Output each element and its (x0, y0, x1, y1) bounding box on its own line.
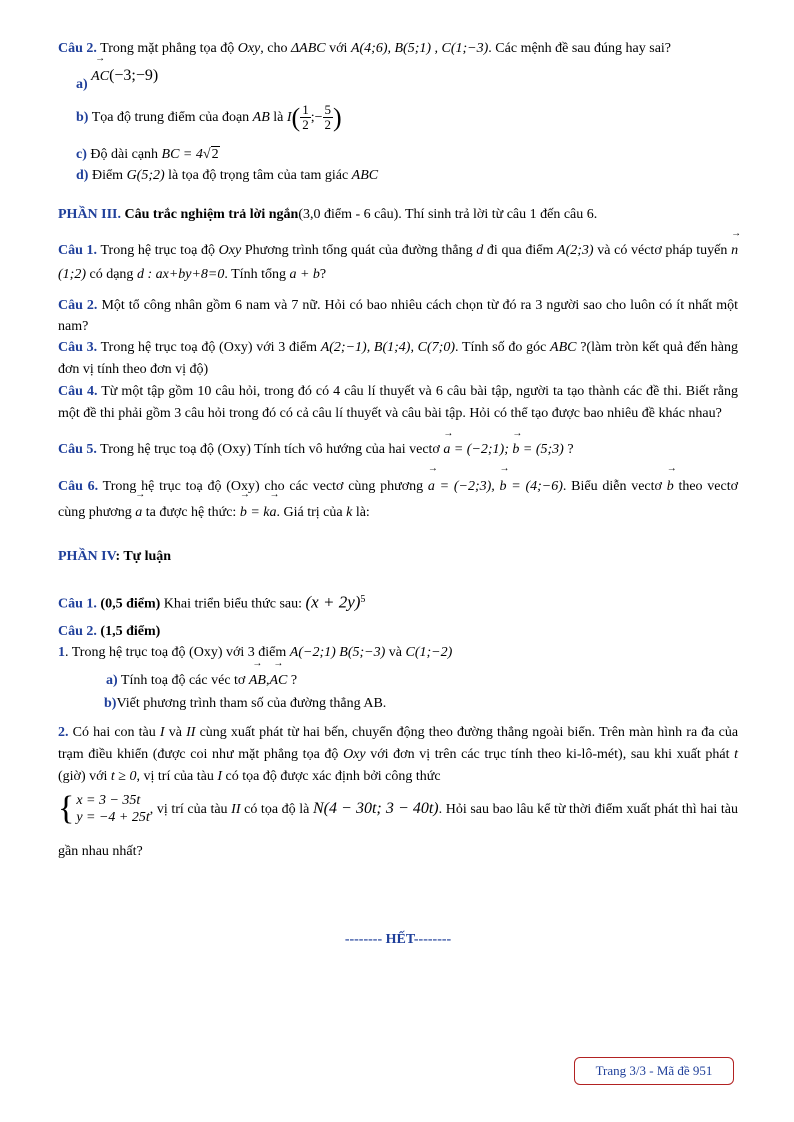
part3-q2: Câu 2. Một tổ công nhân gồm 6 nam và 7 nữ. Hỏi có bao nhiêu cách chọn từ đó ra 3 người sao cho luôn có ít nhất một nam? (58, 298, 738, 334)
part3-q3: Câu 3. Trong hệ trục toạ độ (Oxy) với 3 điểm A(2;−1), B(1;4), C(7;0). Tính số đo góc ABC ?(làm tròn kết quả đến hàng đơn vị tính theo đơn vị độ) (58, 340, 739, 377)
part3-q6: Câu 6. Trong hệ trục toạ độ (Oxy) cho các vectơ cùng phương → a = (−2;3), → b = (4;−6). Biểu diễn vectơ → b theo vectơ cùng phương → a ta được hệ thức: → b = k→ a. Giá trị của k là: (58, 474, 738, 526)
q2-stem: Câu 2. Trong mặt phẳng tọa độ Oxy, cho ΔABC với A(4;6), B(5;1) , C(1;−3). Các mệnh đề sau đúng hay sai? (58, 41, 672, 56)
part4-q2-a: a) Tính toạ độ các véc tơ → AB,→ AC ? (58, 669, 738, 693)
part3-q1: Câu 1. Trong hệ trục toạ độ Oxy Phương trình tổng quát của đường thẳng d đi qua điểm A(2;3) và có véctơ pháp tuyến → n(1;2) có dạng d : ax+by+8=0. Tính tổng a + b? (58, 239, 738, 287)
q2-option-c: c) Độ dài cạnh BC = 4√2 (76, 147, 219, 162)
fraction-five-halves: $\frac{5}{2}$ (324, 102, 332, 133)
q2-option-b: b) Tọa độ trung điểm của đoạn AB là I( $\frac{1}{2}$ ;− $\frac{5}{2}$ ) (76, 102, 342, 133)
part4-q2-sub1: 1. Trong hệ trục toạ độ (Oxy) với 3 điểm A(−2;1) B(5;−3) và C(1;−2) (58, 644, 453, 660)
part4-q2-heading: Câu 2. (1,5 điểm) (58, 623, 161, 639)
part4-heading: PHẦN IV: Tự luận (58, 549, 172, 564)
part3-q4: Câu 4. Từ một tập gồm 10 câu hỏi, trong đó có 4 câu lí thuyết và 6 câu bài tập, người ta tạo thành các đề thi. Biết rằng một đề thi phải gồm 3 câu hỏi trong đó có cả câu lí thuyết và câu bài tập. Hỏi có thể tạo được bao nhiêu đề khác nhau? (58, 384, 739, 421)
part4-q2-b: b)Viết phương trình tham số của đường thẳng AB. (104, 695, 387, 711)
q2-option-d: d) Điểm G(5;2) là tọa độ trọng tâm của tam giác ABC (76, 168, 379, 183)
equation-system: { x = 3 − 35t y = −4 + 25t (58, 790, 150, 828)
page-footer: Trang 3/3 - Mã đề 951 (574, 1057, 734, 1085)
end-mark: -------- HẾT-------- (344, 931, 452, 947)
exam-page (58, 38, 738, 950)
part3-q5: Câu 5. Trong hệ trục toạ độ (Oxy) Tính tích vô hướng của hai vectơ → a = (−2;1); → b = (5;3) ? (58, 439, 738, 460)
part3-heading: PHẦN III. Câu trắc nghiệm trả lời ngắn(3,0 điểm - 6 câu). Thí sinh trả lời từ câu 1 đến câu 6. (58, 207, 598, 222)
part4-q2-sub2-cont: { x = 3 − 35t y = −4 + 25t , vị trí của tàu II có tọa độ là N(4 − 30t; 3 − 40t). Hỏi sau bao lâu kể từ thời điểm xuất phát thì hai tàu gần nhau nhất? (58, 790, 739, 859)
part4-q1: Câu 1. (0,5 điểm) Khai triển biểu thức sau: $(x + 2y)^5$ (58, 592, 366, 612)
part4-q2-sub2: 2. Có hai con tàu I và II cùng xuất phát từ hai bến, chuyển động theo đường thẳng ngoài biển. Trên màn hình ra đa của trạm điều khiển (được coi như mặt phẳng tọa độ Oxy với đơn vị trên các trục tính theo ki-lô-mét), sau khi xuất phát t (giờ) với t ≥ 0, vị trí của tàu I có tọa độ được xác định bởi công thức (58, 724, 739, 784)
q2-option-a: a) → AC(−3;−9) (58, 71, 738, 98)
fraction-half: $\frac{1}{2}$ (302, 102, 309, 133)
